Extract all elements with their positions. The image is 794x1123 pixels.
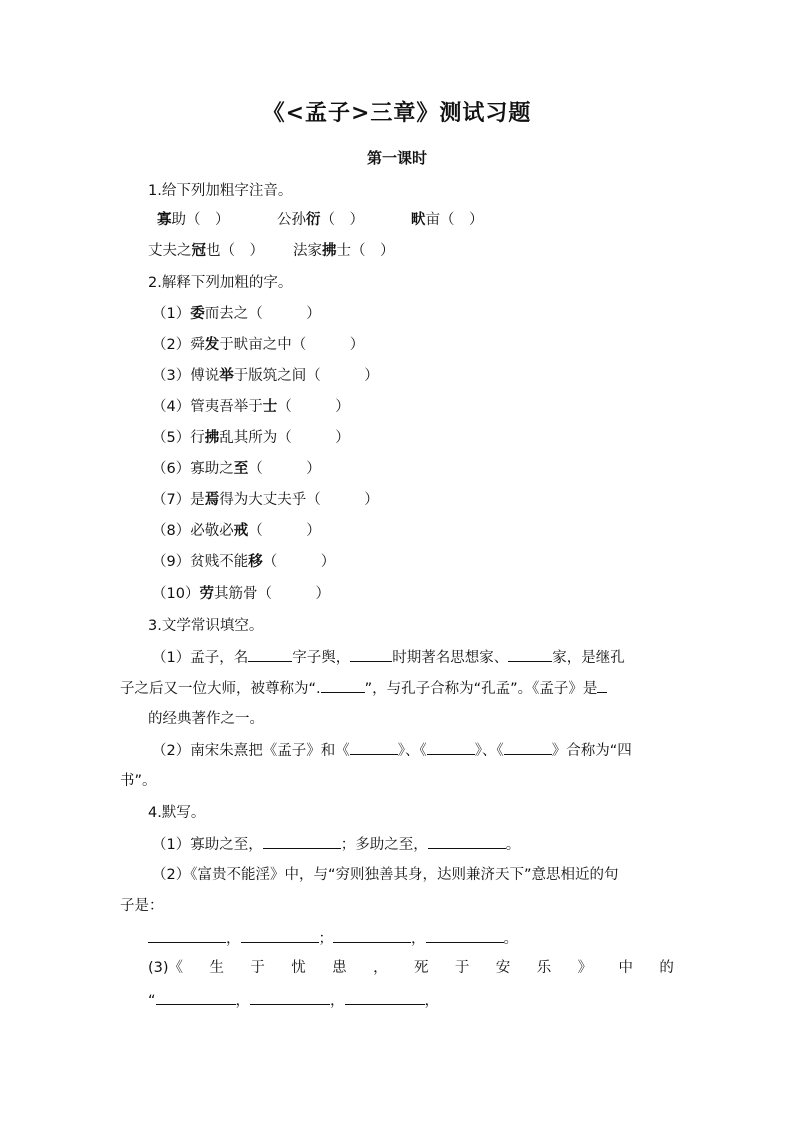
q4-text: ， xyxy=(235,993,251,1009)
item-pre: 舜 xyxy=(190,337,205,353)
q4-char: 忧 xyxy=(291,960,306,976)
q1-item-rest: 亩（ ） xyxy=(425,212,484,228)
fill-blank[interactable] xyxy=(426,928,504,943)
q4-char: 乐 xyxy=(536,960,552,976)
q4-text: ， xyxy=(226,931,241,947)
q1-item-pre: 法家 xyxy=(293,243,322,259)
q2-heading: 2.解释下列加粗的字。 xyxy=(148,275,293,291)
q4-text: ， xyxy=(330,993,345,1009)
q4-char: 死 xyxy=(413,960,429,976)
bold-char: 畎 xyxy=(411,212,426,228)
q3-paragraph-1-line-1 xyxy=(152,647,625,668)
bold-char: 移 xyxy=(248,554,263,570)
q4-heading: 4.默写。 xyxy=(148,805,206,821)
q4-char: 的 xyxy=(659,960,674,976)
fill-blank[interactable] xyxy=(321,678,365,693)
item-pre: 寡助之 xyxy=(190,461,234,477)
fill-blank[interactable] xyxy=(597,678,607,693)
q3-paragraph-1-line-3: 的经典著作之一。 xyxy=(148,711,264,727)
bold-char: 拂 xyxy=(204,430,220,446)
item-number: （5） xyxy=(152,430,191,446)
item-rest: 其筋骨（ ） xyxy=(213,586,330,602)
q1-item-rest: 助（ ） xyxy=(171,212,230,228)
q1-item xyxy=(277,210,364,230)
fill-blank[interactable] xyxy=(148,928,226,943)
q1-item-pre: 公孙 xyxy=(277,212,306,228)
item-rest: 而去之（ ） xyxy=(204,306,321,322)
q4-char: ， xyxy=(373,960,388,976)
bold-char: 焉 xyxy=(204,492,220,508)
fill-blank[interactable] xyxy=(508,647,552,662)
q2-item xyxy=(152,304,321,324)
item-number: （2） xyxy=(152,337,191,353)
q3-text: 家，是继孔 xyxy=(552,650,625,666)
q3-text: 子之后又一位大师，被尊称为“. xyxy=(120,681,321,697)
q4-text: ； xyxy=(318,931,333,947)
q1-item-rest: 也（ ） xyxy=(206,243,264,259)
fill-blank[interactable] xyxy=(263,834,341,849)
fill-blank[interactable] xyxy=(248,647,292,662)
item-number: （1） xyxy=(152,306,191,322)
q2-item xyxy=(152,335,364,355)
bold-char: 冠 xyxy=(191,243,206,259)
q4-item-3-line-1 xyxy=(148,958,674,978)
q2-item xyxy=(152,490,379,510)
bold-char: 士 xyxy=(262,399,278,415)
item-number: （8） xyxy=(152,523,191,539)
q2-item xyxy=(152,397,350,417)
q4-item-1 xyxy=(152,834,520,855)
q4-char: (3)《 xyxy=(148,960,184,976)
item-rest: （ ） xyxy=(248,461,321,477)
q3-text: 字子舆， xyxy=(292,650,351,666)
item-pre: 是 xyxy=(190,492,205,508)
q2-item xyxy=(152,552,335,572)
fill-blank[interactable] xyxy=(350,647,392,662)
q2-item xyxy=(152,584,330,604)
item-number: （9） xyxy=(152,554,191,570)
fill-blank[interactable] xyxy=(241,928,319,943)
q1-item xyxy=(411,210,484,230)
fill-blank[interactable] xyxy=(350,740,398,755)
q3-text: 时期著名思想家、 xyxy=(392,650,509,666)
q4-item-3-line-2 xyxy=(148,990,439,1011)
q4-char: 于 xyxy=(454,960,470,976)
q3-text: （1）孟子，名 xyxy=(152,650,249,666)
bold-char: 戒 xyxy=(233,523,249,539)
q1-item-rest: 士（ ） xyxy=(336,243,395,259)
page-title: 《<孟子>三章》测试习题 xyxy=(262,100,532,126)
q4-text: 。 xyxy=(505,837,521,853)
bold-char: 衍 xyxy=(306,212,321,228)
item-number: （4） xyxy=(152,399,191,415)
item-pre: 傅说 xyxy=(190,368,220,384)
q2-item xyxy=(152,459,321,479)
q4-item-2-line-2: 子是： xyxy=(120,898,164,914)
bold-char: 委 xyxy=(190,306,205,322)
bold-char: 发 xyxy=(204,337,220,353)
q1-item-rest: （ ） xyxy=(320,212,364,228)
q3-text: （2）南宋朱熹把《孟子》和《 xyxy=(152,743,350,759)
fill-blank[interactable] xyxy=(250,990,330,1005)
q3-paragraph-1-line-2 xyxy=(120,678,607,699)
item-rest: （ ） xyxy=(277,399,350,415)
q1-heading: 1.给下列加粗字注音。 xyxy=(148,183,293,199)
q4-char: 中 xyxy=(618,960,634,976)
q4-item-2-line-1: （2）《富贵不能淫》中，与“穷则独善其身，达则兼济天下”意思相近的句 xyxy=(152,867,619,883)
q3-paragraph-2-line-1 xyxy=(152,740,632,761)
q1-item xyxy=(293,241,395,261)
bold-char: 拂 xyxy=(322,243,337,259)
item-number: （7） xyxy=(152,492,191,508)
item-rest: 于畎亩之中（ ） xyxy=(219,337,365,353)
q4-text: ， xyxy=(411,931,426,947)
q4-char: 生 xyxy=(209,960,224,976)
q4-text: “ xyxy=(148,993,156,1009)
item-pre: 必敬必 xyxy=(190,523,234,539)
q4-text: 。 xyxy=(503,931,518,947)
q1-item xyxy=(148,241,264,261)
bold-char: 劳 xyxy=(199,586,214,602)
page-subtitle: 第一课时 xyxy=(366,149,427,167)
fill-blank[interactable] xyxy=(504,740,552,755)
q2-item xyxy=(152,428,350,448)
q1-item-pre: 丈夫之 xyxy=(148,243,192,259)
q4-text: （1）寡助之至， xyxy=(152,837,263,853)
item-number: （6） xyxy=(152,461,191,477)
fill-blank[interactable] xyxy=(427,740,475,755)
q3-heading: 3.文学常识填空。 xyxy=(148,618,264,634)
q4-text: ， xyxy=(424,993,440,1009)
q1-item xyxy=(157,210,230,230)
bold-char: 寡 xyxy=(157,212,172,228)
item-number: （10） xyxy=(152,586,200,602)
q3-paragraph-2-line-2: 书”。 xyxy=(120,773,157,789)
item-number: （3） xyxy=(152,368,191,384)
q4-char: 》 xyxy=(577,960,593,976)
item-rest: 于版筑之间（ ） xyxy=(233,368,379,384)
q4-text: ；多助之至， xyxy=(340,837,428,853)
fill-blank[interactable] xyxy=(345,990,425,1005)
fill-blank[interactable] xyxy=(428,834,506,849)
item-rest: （ ） xyxy=(248,523,321,539)
fill-blank[interactable] xyxy=(333,928,411,943)
item-pre: 贫贱不能 xyxy=(190,554,249,570)
item-rest: 得为大丈夫乎（ ） xyxy=(219,492,379,508)
bold-char: 举 xyxy=(219,368,234,384)
item-rest: （ ） xyxy=(262,554,336,570)
fill-blank[interactable] xyxy=(156,990,236,1005)
q3-text: 》、《 xyxy=(474,743,504,759)
q4-char: 安 xyxy=(495,960,511,976)
bold-char: 至 xyxy=(233,461,249,477)
q2-item xyxy=(152,366,379,386)
q3-text: 》、《 xyxy=(397,743,427,759)
q3-text: 》合称为“四 xyxy=(551,743,632,759)
q4-char: 患 xyxy=(332,960,347,976)
q3-text: ”，与孔子合称为“孔孟”。《孟子》是 xyxy=(364,681,598,697)
item-rest: 乱其所为（ ） xyxy=(219,430,350,446)
item-pre: 行 xyxy=(190,430,205,446)
item-pre: 管夷吾举于 xyxy=(190,399,263,415)
q4-item-2-line-3 xyxy=(148,928,518,949)
q2-item xyxy=(152,521,321,541)
q4-char: 于 xyxy=(250,960,265,976)
